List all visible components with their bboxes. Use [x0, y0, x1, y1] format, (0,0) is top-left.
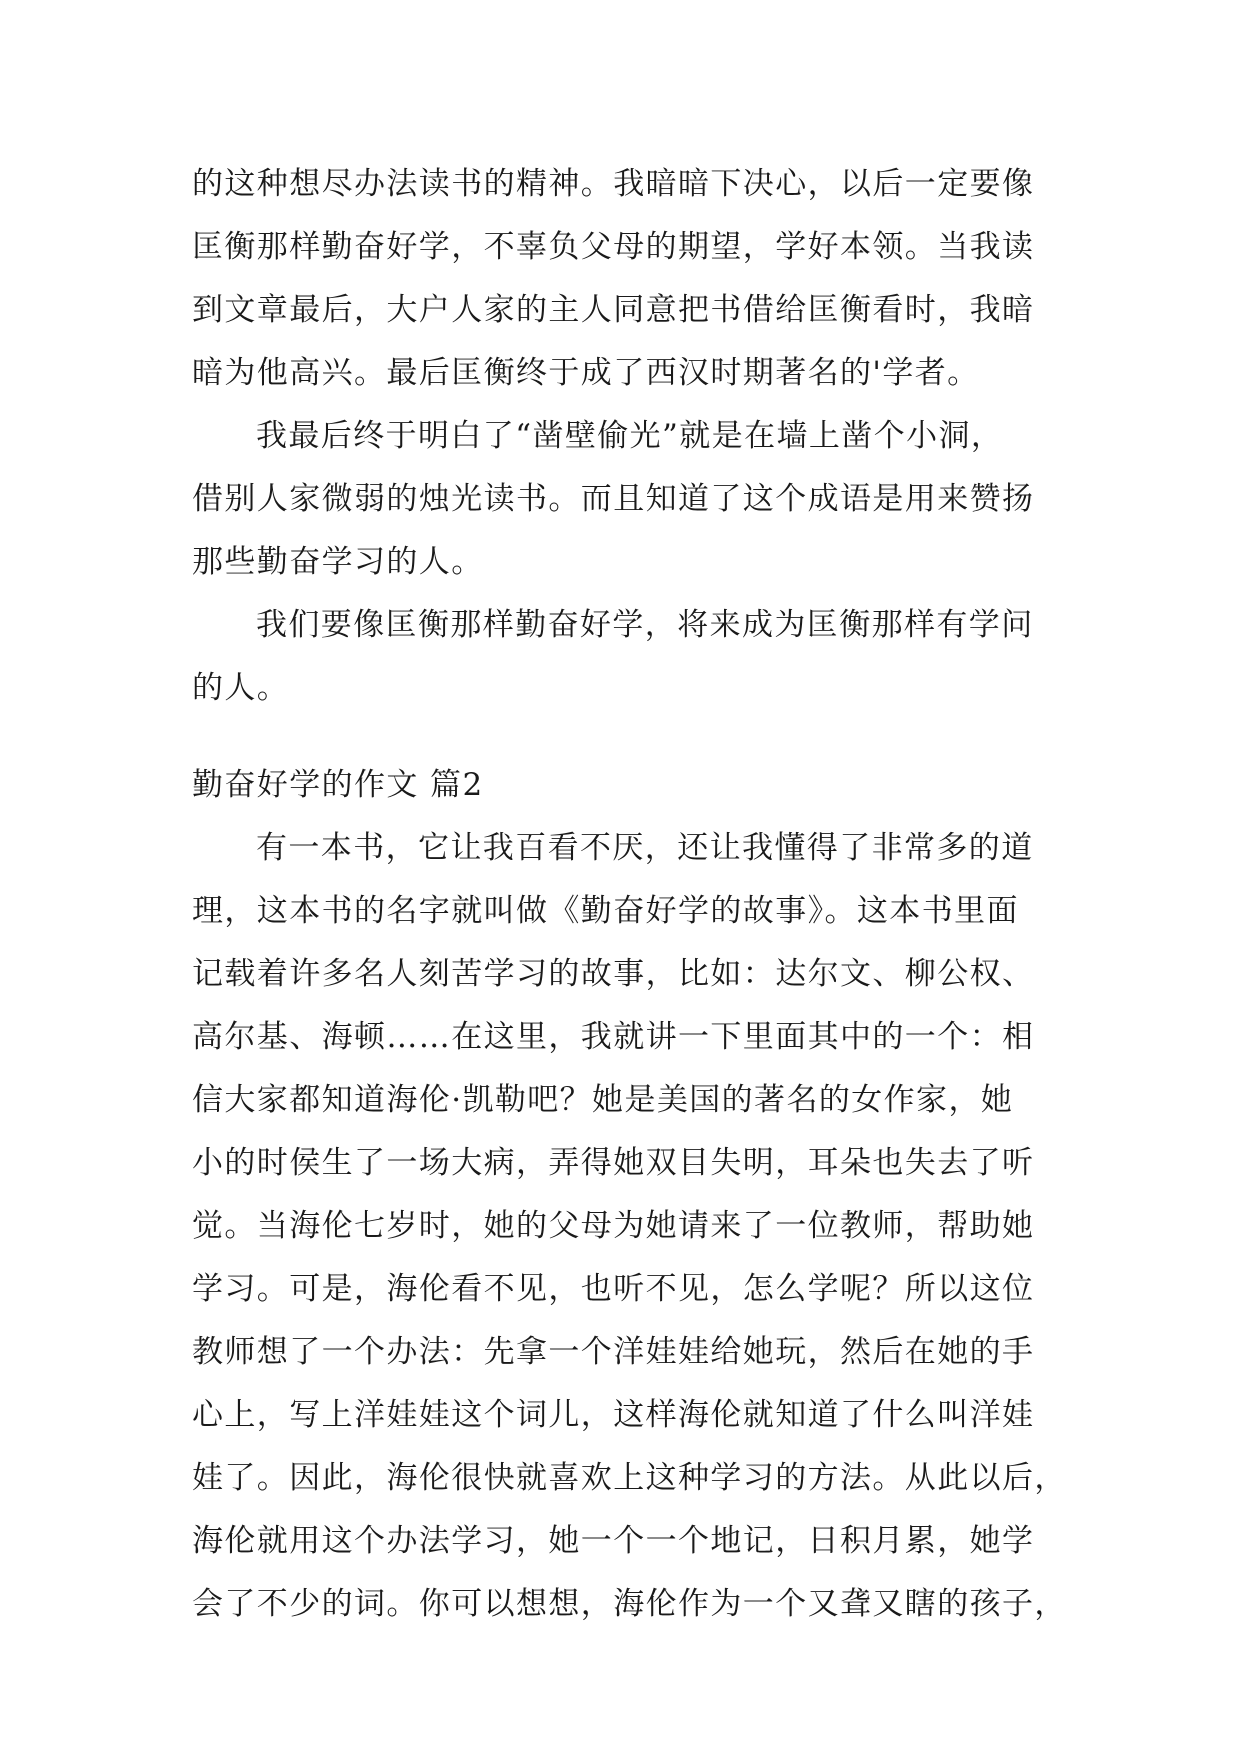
paragraph-line: 到文章最后，大户人家的主人同意把书借给匡衡看时，我暗 — [192, 292, 1035, 328]
paragraph-line: 教师想了一个办法：先拿一个洋娃娃给她玩，然后在她的手 — [192, 1334, 1035, 1370]
paragraph-line: 记载着许多名人刻苦学习的故事，比如：达尔文、柳公权、 — [192, 956, 1035, 992]
paragraph-line: 小的时侯生了一场大病，弄得她双目失明，耳朵也失去了听 — [192, 1145, 1035, 1181]
paragraph-line: 那些勤奋学习的人。 — [192, 544, 484, 580]
section-heading: 勤奋好学的作文 篇2 — [192, 767, 484, 803]
paragraph-line: 会了不少的词。你可以想想，海伦作为一个又聋又瞎的孩子， — [192, 1586, 1067, 1622]
paragraph-line: 高尔基、海顿……在这里，我就讲一下里面其中的一个：相 — [192, 1019, 1035, 1055]
paragraph-line: 我们要像匡衡那样勤奋好学，将来成为匡衡那样有学问 — [256, 607, 1034, 643]
paragraph-line: 海伦就用这个办法学习，她一个一个地记，日积月累，她学 — [192, 1523, 1035, 1559]
paragraph-line: 学习。可是，海伦看不见，也听不见，怎么学呢？所以这位 — [192, 1271, 1035, 1307]
paragraph-line: 信大家都知道海伦·凯勒吧？她是美国的著名的女作家，她 — [192, 1082, 1014, 1118]
paragraph-line: 的这种想尽办法读书的精神。我暗暗下决心，以后一定要像 — [192, 166, 1035, 202]
paragraph-line: 理，这本书的名字就叫做《勤奋好学的故事》。这本书里面 — [192, 893, 1019, 929]
paragraph-line: 我最后终于明白了“凿壁偷光”就是在墙上凿个小洞， — [256, 418, 1004, 454]
paragraph-line: 匡衡那样勤奋好学，不辜负父母的期望，学好本领。当我读 — [192, 229, 1035, 265]
paragraph-line: 娃了。因此，海伦很快就喜欢上这种学习的方法。从此以后， — [192, 1460, 1067, 1496]
paragraph-line: 觉。当海伦七岁时，她的父母为她请来了一位教师，帮助她 — [192, 1208, 1035, 1244]
paragraph-line: 借别人家微弱的烛光读书。而且知道了这个成语是用来赞扬 — [192, 481, 1035, 517]
paragraph-line: 暗为他高兴。最后匡衡终于成了西汉时期著名的'学者。 — [192, 355, 980, 391]
paragraph-line: 心上，写上洋娃娃这个词儿，这样海伦就知道了什么叫洋娃 — [192, 1397, 1035, 1433]
paragraph-line: 有一本书，它让我百看不厌，还让我懂得了非常多的道 — [256, 830, 1034, 866]
paragraph-line: 的人。 — [192, 670, 290, 706]
